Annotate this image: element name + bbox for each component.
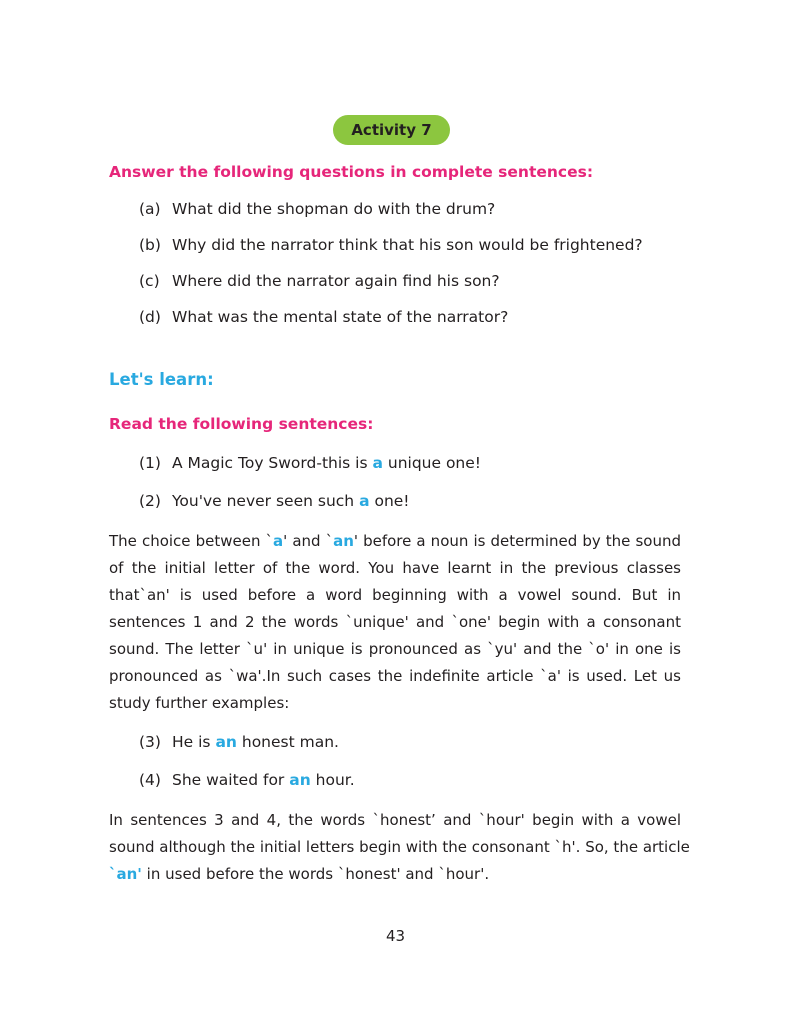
article-highlight: an [289, 771, 311, 789]
example-text: A Magic Toy Sword-this is [172, 454, 373, 472]
example-sentence [139, 492, 410, 510]
example-text: You've never seen such [172, 492, 360, 510]
article-highlight: a [372, 454, 383, 472]
text-run: The choice between ` [109, 532, 274, 550]
paragraph-line: sentences 1 and 2 the words `unique' and `one' begin with a consonant [109, 613, 681, 631]
text-run: ' and ` [283, 532, 334, 550]
article-highlight: a [273, 532, 284, 550]
question-label: (b) [139, 236, 161, 254]
example-label: (1) [139, 454, 161, 472]
paragraph-line: pronounced as `wa'.In such cases the indefinite article `a' is used. Let us [109, 667, 681, 685]
page-number: 43 [385, 927, 406, 945]
lets-learn-heading: Let's learn: [109, 370, 214, 389]
example-text: He is [172, 733, 216, 751]
text-run: in used before the words `honest' and `hour'. [141, 865, 490, 883]
paragraph-line: study further examples: [109, 694, 290, 712]
activity-badge [333, 115, 450, 145]
example-text: unique one! [382, 454, 482, 472]
example-label: (3) [139, 733, 161, 751]
read-heading: Read the following sentences: [109, 415, 374, 433]
example-sentence [139, 771, 355, 789]
paragraph-line [109, 528, 681, 555]
example-text: honest man. [236, 733, 339, 751]
paragraph-line: sound although the initial letters begin with the consonant `h'. So, the article [109, 838, 690, 856]
example-sentence [139, 454, 481, 472]
article-highlight: a [359, 492, 370, 510]
question-text: What did the shopman do with the drum? [172, 200, 496, 218]
paragraph-line: of the initial letter of the word. You have learnt in the previous classes [109, 559, 681, 577]
text-run: ' before a noun is determined by the sound [353, 532, 681, 550]
paragraph-line: In sentences 3 and 4, the words `honest’ and `hour' begin with a vowel [109, 811, 681, 829]
activity-label: Activity 7 [351, 121, 432, 139]
example-label: (2) [139, 492, 161, 510]
questions-heading: Answer the following questions in complete sentences: [109, 163, 594, 181]
question-item [139, 308, 508, 326]
explanation-paragraph [109, 528, 681, 717]
question-text: Why did the narrator think that his son would be frightened? [172, 236, 643, 254]
example-label: (4) [139, 771, 161, 789]
article-highlight: an [333, 532, 354, 550]
question-label: (d) [139, 308, 161, 326]
example-text: She waited for [172, 771, 290, 789]
paragraph-line: that`an' is used before a word beginning with a vowel sound. But in [109, 586, 681, 604]
question-label: (a) [139, 200, 161, 218]
example-text: hour. [310, 771, 355, 789]
question-text: Where did the narrator again find his son? [172, 272, 500, 290]
question-item [139, 236, 643, 254]
example-text: one! [369, 492, 410, 510]
example-sentence [139, 733, 339, 751]
conclusion-paragraph [109, 807, 690, 888]
question-label: (c) [139, 272, 160, 290]
question-item [139, 272, 500, 290]
paragraph-line [109, 861, 681, 888]
article-highlight: `an' [109, 865, 142, 883]
question-item [139, 200, 495, 218]
paragraph-line: sound. The letter `u' in unique is pronounced as `yu' and the `o' in one is [109, 640, 681, 658]
question-text: What was the mental state of the narrator? [172, 308, 509, 326]
article-highlight: an [215, 733, 237, 751]
